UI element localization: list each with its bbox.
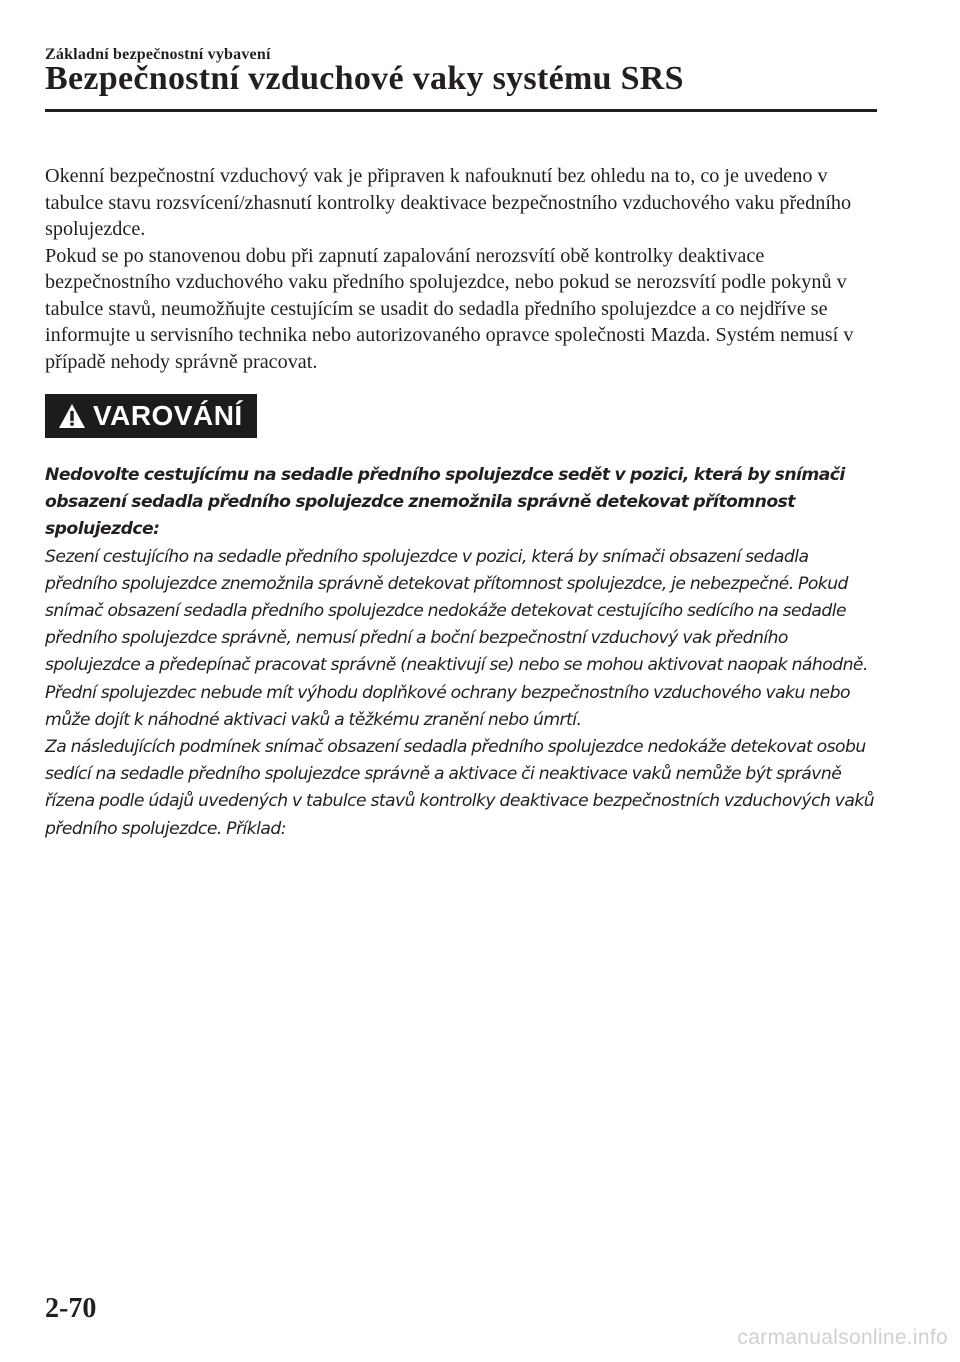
warning-banner [45,394,257,438]
section-label: Základní bezpečnostní vybavení [45,46,271,63]
page-title: Bezpečnostní vzduchové vaky systému SRS [45,60,684,97]
watermark-text: carmanualsonline.info [737,1326,948,1349]
body-paragraph: Okenní bezpečnostní vzduchový vak je připraven k nafouknutí bez ohledu na to, co je uvedeno v tabulce stavu rozsvícení/zhasnutí kontrolky deaktivace bezpečnostního vzduchového vaku předního spolujezdce. [45,165,852,240]
body-paragraph: Pokud se po stanovenou dobu při zapnutí zapalování nerozsvítí obě kontrolky deaktivace bezpečnostního vzduchového vaku předního spolujezdce, nebo pokud se nerozsvítí podle pokynů v tabulce stavů, neumožňujte cestujícím se usadit do sedadla předního spolujezdce a co nejdříve se informujte u servisního technika nebo autorizovaného opravce společnosti Mazda. Systém nemusí v případě nehody správně pracovat. [45,244,854,373]
warning-paragraph: Za následujících podmínek snímač obsazení sedadla předního spolujezdce nedokáže detekovat osobu sedící na sedadle předního spolujezdce správně a aktivace či neaktivace vaků nemůže být správně řízena podle údajů uvedených v tabulce stavů kontrolky deaktivace bezpečnostních vzduchových vaků předního spolujezdce. Příklad: [45,737,875,839]
title-divider [45,109,877,112]
warning-text [45,462,875,843]
warning-triangle-icon [58,403,86,429]
warning-label: VAROVÁNÍ [93,400,243,431]
body-text [45,163,885,375]
page-number: 2-70 [45,1293,97,1324]
warning-lead: Nedovolte cestujícímu na sedadle předního spolujezdce sedět v pozici, která by snímači obsazení sedadla předního spolujezdce znemožnila správně detekovat přítomnost spolujezdce: [45,465,845,540]
warning-paragraph: Sezení cestujícího na sedadle předního spolujezdce v pozici, která by snímači obsazení sedadla předního spolujezdce znemožnila správně detekovat přítomnost spolujezdce, je nebezpečné. Pokud snímač obsazení sedadla předního spolujezdce nedokáže detekovat cestujícího sedícího na sedadle předního spolujezdce správně, nemusí přední a boční bezpečnostní vzduchový vak předního spolujezdce a předepínač pracovat správně (neaktivují se) nebo se mohou aktivovat naopak náhodně. Přední spolujezdec nebude mít výhodu doplňkové ochrany bezpečnostního vzduchového vaku nebo může dojít k náhodné aktivaci vaků a těžkému zranění nebo úmrtí. [45,546,868,730]
